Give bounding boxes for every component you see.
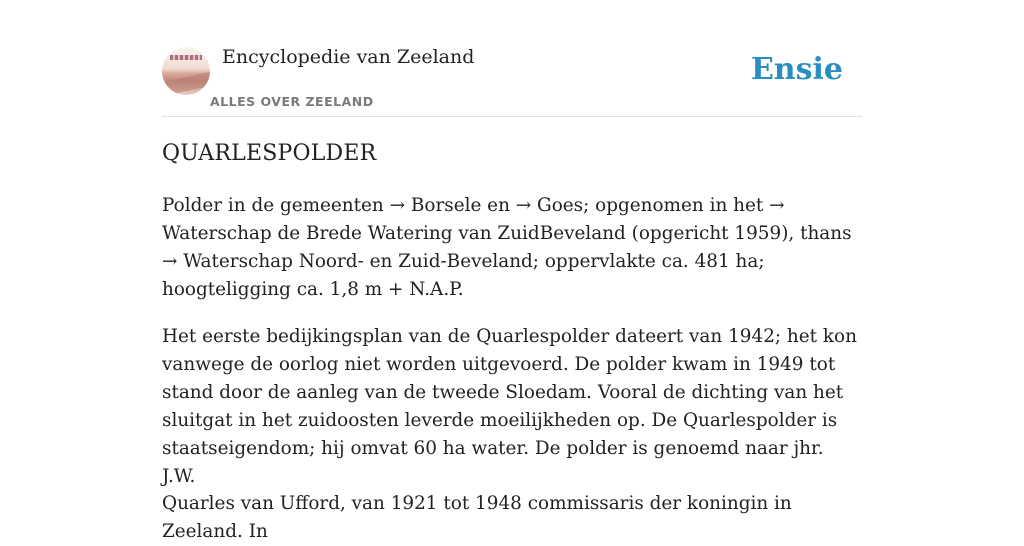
avatar-decoration	[162, 71, 210, 95]
article-title: QUARLESPOLDER	[162, 141, 377, 166]
site-avatar[interactable]	[162, 47, 210, 95]
site-title[interactable]: Encyclopedie van Zeeland	[222, 46, 475, 68]
article-paragraph-1: Polder in de gemeenten → Borsele en → Goes; opgenomen in het → Waterschap de Brede Watering van ZuidBeveland (opgericht 1959), thans → Waterschap Noord- en Zuid-Beveland; oppervlakte ca. 481 ha; hoogteligging ca. 1,8 m + N.A.P.	[162, 195, 852, 300]
page	[162, 0, 862, 542]
ensie-logo[interactable]: Ensie	[750, 52, 843, 87]
site-tagline: ALLES OVER ZEELAND	[210, 94, 374, 109]
article-paragraph-2: Het eerste bedijkingsplan van de Quarlespolder dateert van 1942; het kon vanwege de oorlog niet worden uitgevoerd. De polder kwam in 1949 tot stand door de aanleg van de tweede Sloedam. Vooral de dichting van het sluitgat in het zuidoosten leverde moeilijkheden op. De Quarlespolder is staatseigendom; hij omvat 60 ha water. De polder is genoemd naar jhr. J.W.	[162, 326, 857, 487]
site-header	[162, 0, 862, 117]
article-paragraph-3: Quarles van Ufford, van 1921 tot 1948 commissaris der koningin in Zeeland. In	[162, 493, 792, 542]
avatar-book-icon	[170, 55, 202, 60]
